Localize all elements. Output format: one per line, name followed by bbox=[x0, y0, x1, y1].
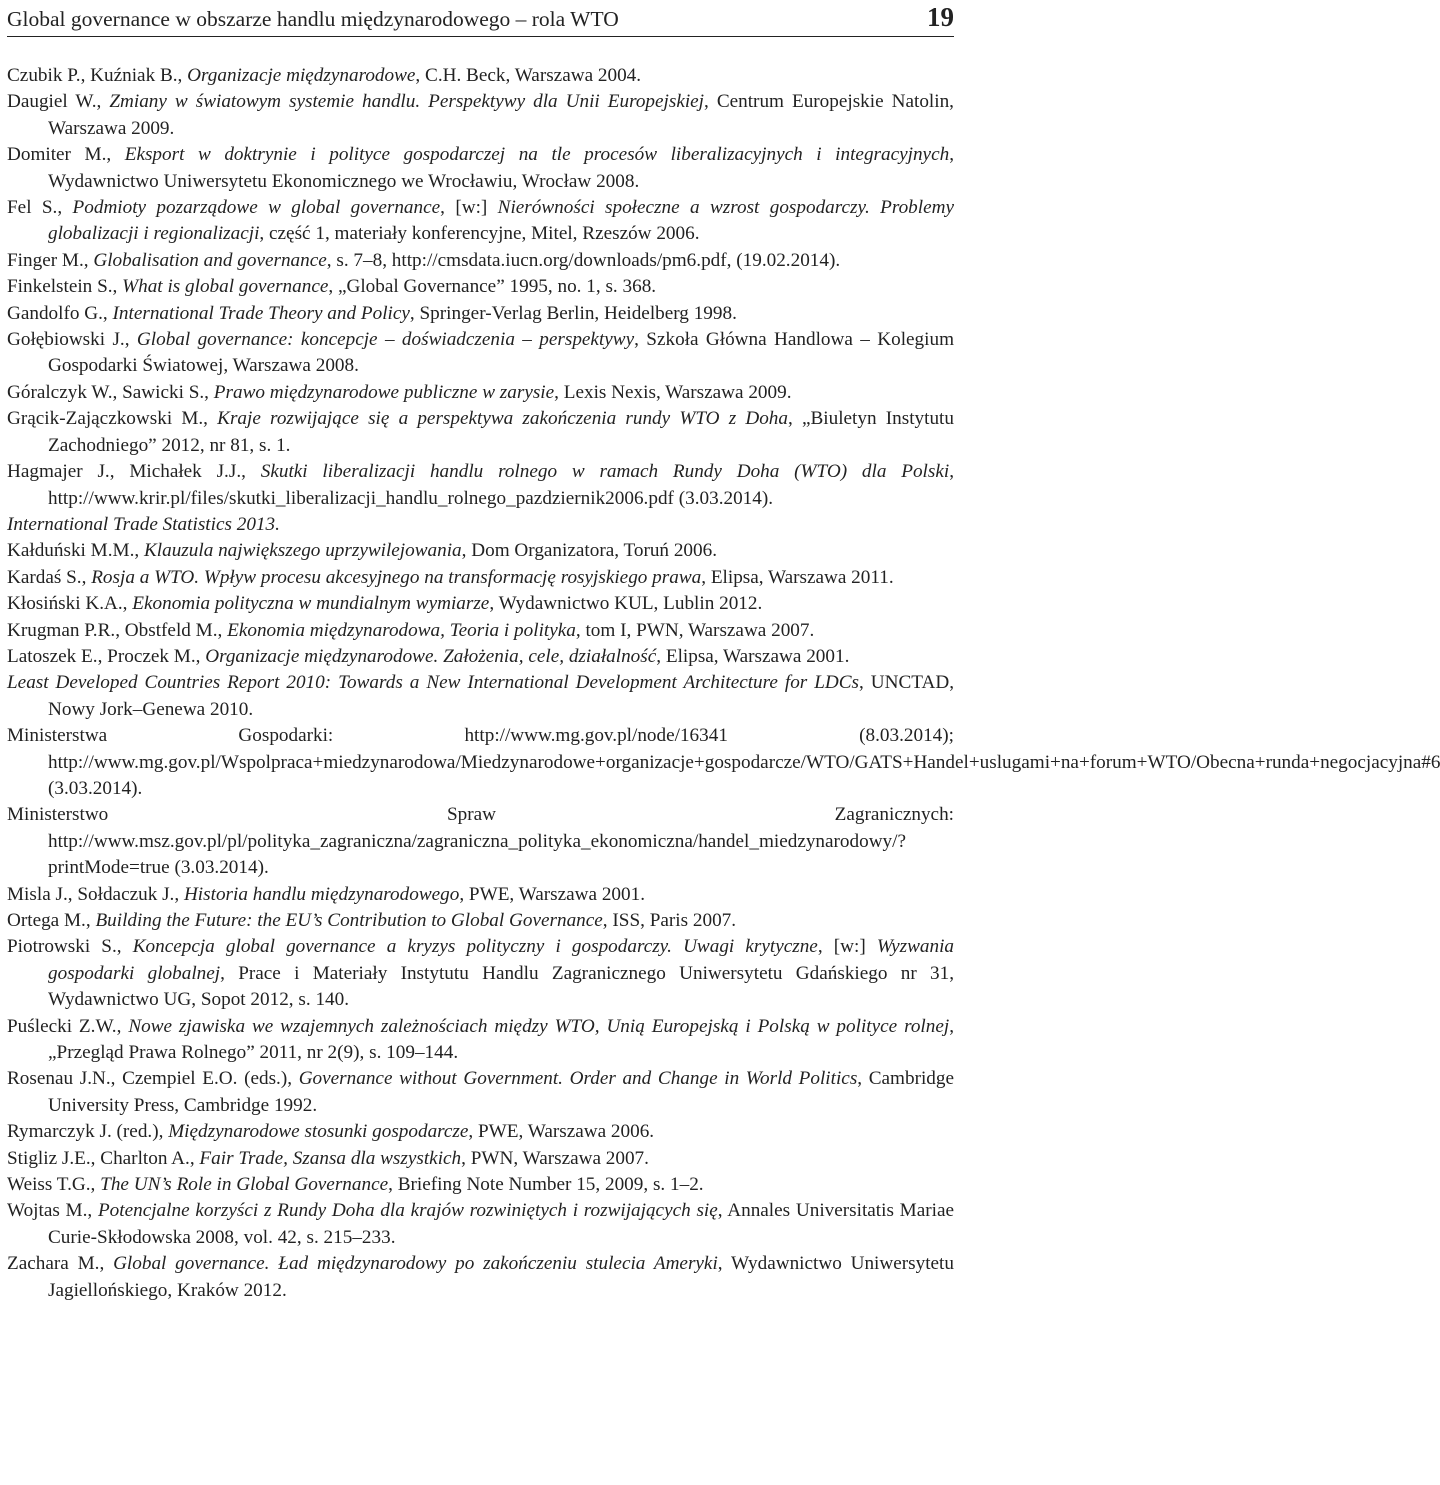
entry-title-italic: Zmiany w światowym systemie handlu. Perspektywy dla Unii Europejskiej bbox=[109, 91, 705, 113]
entry-text: , UNCTAD, Nowy Jork–Genewa 2010. bbox=[48, 672, 954, 720]
entry-title-italic: Globalisation and governance bbox=[93, 249, 327, 271]
entry-title-italic: International Trade Statistics 2013. bbox=[7, 513, 280, 535]
entry-text: , Springer-Verlag Berlin, Heidelberg 1998. bbox=[409, 302, 737, 324]
entry-text: Daugiel W., bbox=[7, 91, 110, 113]
entry-text: , Wydawnictwo Uniwersytetu Ekonomicznego we Wrocławiu, Wrocław 2008. bbox=[48, 144, 954, 192]
entry-title-italic: Rosja a WTO. Wpływ procesu akcesyjnego na transformację rosyjskiego prawa bbox=[91, 566, 702, 588]
entry-title-italic: Ekonomia międzynarodowa, Teoria i polityka bbox=[227, 619, 576, 641]
entry-text: Fel S., bbox=[7, 197, 73, 219]
bibliography-entry bbox=[7, 1066, 954, 1119]
bibliography-entry bbox=[7, 301, 954, 327]
bibliography-entry bbox=[7, 327, 954, 380]
entry-text: , [w:] bbox=[817, 936, 877, 958]
bibliography-entry bbox=[7, 538, 954, 564]
entry-text: , część 1, materiały konferencyjne, Mitel, Rzeszów 2006. bbox=[259, 223, 700, 245]
bibliography-entry bbox=[7, 248, 954, 274]
entry-text: Gandolfo G., bbox=[7, 302, 113, 324]
entry-title-italic: What is global governance bbox=[122, 276, 329, 298]
entry-text: Finkelstein S., bbox=[7, 276, 123, 298]
bibliography-entry bbox=[7, 644, 954, 670]
bibliography-entry bbox=[7, 802, 954, 881]
entry-title-italic: Organizacje międzynarodowe. Założenia, cele, działalność bbox=[205, 645, 657, 667]
entry-text: , Lexis Nexis, Warszawa 2009. bbox=[554, 381, 792, 403]
bibliography-entry bbox=[7, 908, 954, 934]
entry-text: , Wydawnictwo Uniwersytetu Jagiellońskiego, Kraków 2012. bbox=[48, 1253, 954, 1301]
entry-text: Kałduński M.M., bbox=[7, 540, 144, 562]
bibliography-list bbox=[7, 63, 1440, 1304]
entry-text: Rosenau J.N., Czempiel E.O. (eds.), bbox=[7, 1068, 299, 1090]
bibliography-entry bbox=[7, 1198, 954, 1251]
entry-title-italic: Governance without Government. Order and Change in World Politics bbox=[298, 1068, 858, 1090]
bibliography-entry bbox=[7, 380, 954, 406]
entry-title-italic: Prawo międzynarodowe publiczne w zarysie bbox=[213, 381, 555, 403]
entry-text: , Elipsa, Warszawa 2011. bbox=[701, 566, 894, 588]
entry-text: , Prace i Materiały Instytutu Handlu Zagranicznego Uniwersytetu Gdańskiego nr 31, Wydawnictwo UG, Sopot 2012, s. 140. bbox=[48, 962, 954, 1011]
entry-text: Puślecki Z.W., bbox=[7, 1015, 129, 1037]
entry-title-italic: Międzynarodowe stosunki gospodarcze bbox=[168, 1121, 469, 1143]
entry-text: Krugman P.R., Obstfeld M., bbox=[7, 619, 228, 641]
entry-text: Domiter M., bbox=[7, 144, 125, 166]
header-divider bbox=[7, 36, 954, 37]
bibliography-entry bbox=[7, 1119, 954, 1145]
bibliography-entry bbox=[7, 274, 954, 300]
entry-text: Ortega M., bbox=[7, 910, 96, 931]
entry-text: , Wydawnictwo KUL, Lublin 2012. bbox=[489, 593, 763, 615]
bibliography-entry bbox=[7, 565, 954, 591]
entry-text: Góralczyk W., Sawicki S., bbox=[7, 381, 214, 403]
entry-text: , ISS, Paris 2007. bbox=[602, 910, 737, 931]
entry-text: Misla J., Sołdaczuk J., bbox=[7, 883, 184, 905]
entry-title-italic: Least Developed Countries Report 2010: Towards a New International Development Architecture for LDCs bbox=[7, 672, 860, 694]
entry-text: Finger M., bbox=[7, 249, 94, 271]
entry-title-italic: The UN’s Role in Global Governance bbox=[100, 1174, 389, 1196]
entry-text: , [w:] bbox=[440, 197, 498, 219]
bibliography-entry bbox=[7, 512, 954, 538]
entry-text: , „Global Governance” 1995, no. 1, s. 368. bbox=[328, 276, 657, 298]
bibliography-entry bbox=[7, 591, 954, 617]
bibliography-entry bbox=[7, 1251, 954, 1304]
page-number: 19 bbox=[927, 2, 954, 32]
entry-title-italic: Kraje rozwijające się a perspektywa zakończenia rundy WTO z Doha bbox=[217, 408, 788, 430]
bibliography-entry bbox=[7, 1014, 954, 1067]
bibliography-entry bbox=[7, 459, 954, 512]
entry-text: Czubik P., Kuźniak B., bbox=[7, 65, 188, 86]
entry-text: , PWN, Warszawa 2007. bbox=[461, 1147, 649, 1169]
entry-title-italic: Ekonomia polityczna w mundialnym wymiarze bbox=[132, 593, 490, 615]
entry-text: Ministerstwo Spraw Zagranicznych: http://www.msz.gov.pl/pl/polityka_zagraniczna/zagraniczna_polityka_ekonomiczna/handel_miedzynarodowy/?printMode=true (3.03.2014). bbox=[7, 804, 954, 879]
bibliography-entry bbox=[7, 934, 954, 1013]
entry-title-italic: Global governance. Ład międzynarodowy po zakończeniu stulecia Ameryki bbox=[113, 1253, 718, 1275]
entry-title-italic: Fair Trade, Szansa dla wszystkich bbox=[199, 1147, 462, 1169]
entry-title-italic: Wyzwania gospodarki globalnej bbox=[48, 936, 954, 984]
entry-text: Ministerstwa Gospodarki: http://www.mg.gov.pl/node/16341 (8.03.2014); http://www.mg.gov.pl/Wspolpraca+miedzynarodowa/Miedzynarodowe+organizacje+gospodarcze/WTO/GATS+Handel+uslugami+na+forum+WTO/Obecna+runda+negocjacyjna#6 (3.03.2014). bbox=[7, 725, 1440, 799]
entry-title-italic: Koncepcja global governance a kryzys polityczny i gospodarczy. Uwagi krytyczne bbox=[132, 936, 818, 958]
entry-text: , Annales Universitatis Mariae Curie-Skłodowska 2008, vol. 42, s. 215–233. bbox=[48, 1200, 954, 1248]
entry-title-italic: Global governance: koncepcje – doświadczenia – perspektywy bbox=[136, 329, 635, 351]
running-header bbox=[7, 2, 954, 32]
entry-text: Kłosiński K.A., bbox=[7, 593, 133, 615]
bibliography-entry bbox=[7, 618, 954, 644]
entry-title-italic: Klauzula największego uprzywilejowania bbox=[143, 540, 462, 562]
bibliography-entry bbox=[7, 63, 954, 89]
entry-title-italic: Skutki liberalizacji handlu rolnego w ramach Rundy Doha (WTO) dla Polski bbox=[260, 461, 950, 483]
entry-text: , Centrum Europejskie Natolin, Warszawa 2009. bbox=[48, 91, 954, 139]
bibliography-entry bbox=[7, 142, 954, 195]
entry-title-italic: Organizacje międzynarodowe bbox=[187, 65, 416, 86]
entry-text: Piotrowski S., bbox=[7, 936, 133, 958]
entry-text: Grącik-Zajączkowski M., bbox=[7, 408, 218, 430]
entry-text: Kardaś S., bbox=[7, 566, 92, 588]
running-title: Global governance w obszarze handlu międzynarodowego – rola WTO bbox=[7, 7, 619, 31]
bibliography-entry bbox=[7, 1172, 954, 1198]
entry-text: , Szkoła Główna Handlowa – Kolegium Gospodarki Światowej, Warszawa 2008. bbox=[48, 329, 954, 377]
entry-text: , „Przegląd Prawa Rolnego” 2011, nr 2(9), s. 109–144. bbox=[48, 1015, 954, 1064]
bibliography-entry bbox=[7, 406, 954, 459]
bibliography-entry bbox=[7, 882, 954, 908]
entry-text: , Cambridge University Press, Cambridge 1992. bbox=[48, 1068, 955, 1116]
entry-text: Zachara M., bbox=[7, 1253, 114, 1275]
entry-text: , PWE, Warszawa 2001. bbox=[459, 883, 645, 905]
bibliography-entry bbox=[7, 195, 954, 248]
entry-title-italic: Eksport w doktrynie i polityce gospodarczej na tle procesów liberalizacyjnych i integracyjnych bbox=[124, 144, 950, 166]
entry-text: Latoszek E., Proczek M., bbox=[7, 645, 206, 667]
entry-title-italic: International Trade Theory and Policy bbox=[112, 302, 410, 324]
entry-text: , s. 7–8, http://cmsdata.iucn.org/downloads/pm6.pdf, (19.02.2014). bbox=[326, 249, 841, 271]
entry-text: , C.H. Beck, Warszawa 2004. bbox=[415, 65, 642, 86]
entry-title-italic: Historia handlu międzynarodowego bbox=[183, 883, 460, 905]
bibliography-entry bbox=[7, 1146, 954, 1172]
entry-text: Hagmajer J., Michałek J.J., bbox=[7, 461, 261, 483]
bibliography-entry bbox=[7, 89, 954, 142]
entry-text: , http://www.krir.pl/files/skutki_liberalizacji_handlu_rolnego_pazdziernik2006.pdf (3.03.2014). bbox=[48, 461, 954, 509]
entry-text: , „Biuletyn Instytutu Zachodniego” 2012, nr 81, s. 1. bbox=[48, 408, 954, 456]
entry-text: Stigliz J.E., Charlton A., bbox=[7, 1147, 200, 1169]
entry-text: Rymarczyk J. (red.), bbox=[7, 1121, 169, 1143]
entry-text: Weiss T.G., bbox=[7, 1174, 101, 1196]
entry-text: , tom I, PWN, Warszawa 2007. bbox=[575, 619, 815, 641]
entry-title-italic: Potencjalne korzyści z Rundy Doha dla krajów rozwiniętych i rozwijających się bbox=[97, 1200, 718, 1222]
entry-title-italic: Building the Future: the EU’s Contribution to Global Governance bbox=[95, 910, 603, 931]
entry-title-italic: Nierówności społeczne a wzrost gospodarczy. Problemy globalizacji i regionalizacji bbox=[48, 197, 954, 245]
entry-text: , Dom Organizatora, Toruń 2006. bbox=[461, 540, 717, 562]
entry-title-italic: Podmioty pozarządowe w global governance bbox=[72, 197, 441, 219]
entry-text: , Briefing Note Number 15, 2009, s. 1–2. bbox=[388, 1174, 704, 1196]
bibliography-entry bbox=[7, 670, 954, 723]
entry-text: Wojtas M., bbox=[7, 1200, 98, 1222]
bibliography-entry bbox=[7, 723, 1440, 802]
entry-text: Gołębiowski J., bbox=[7, 329, 137, 351]
entry-text: , PWE, Warszawa 2006. bbox=[468, 1121, 655, 1143]
entry-title-italic: Nowe zjawiska we wzajemnych zależnościach między WTO, Unią Europejską i Polską w polityce rolnej bbox=[128, 1015, 950, 1037]
entry-text: , Elipsa, Warszawa 2001. bbox=[656, 645, 850, 667]
